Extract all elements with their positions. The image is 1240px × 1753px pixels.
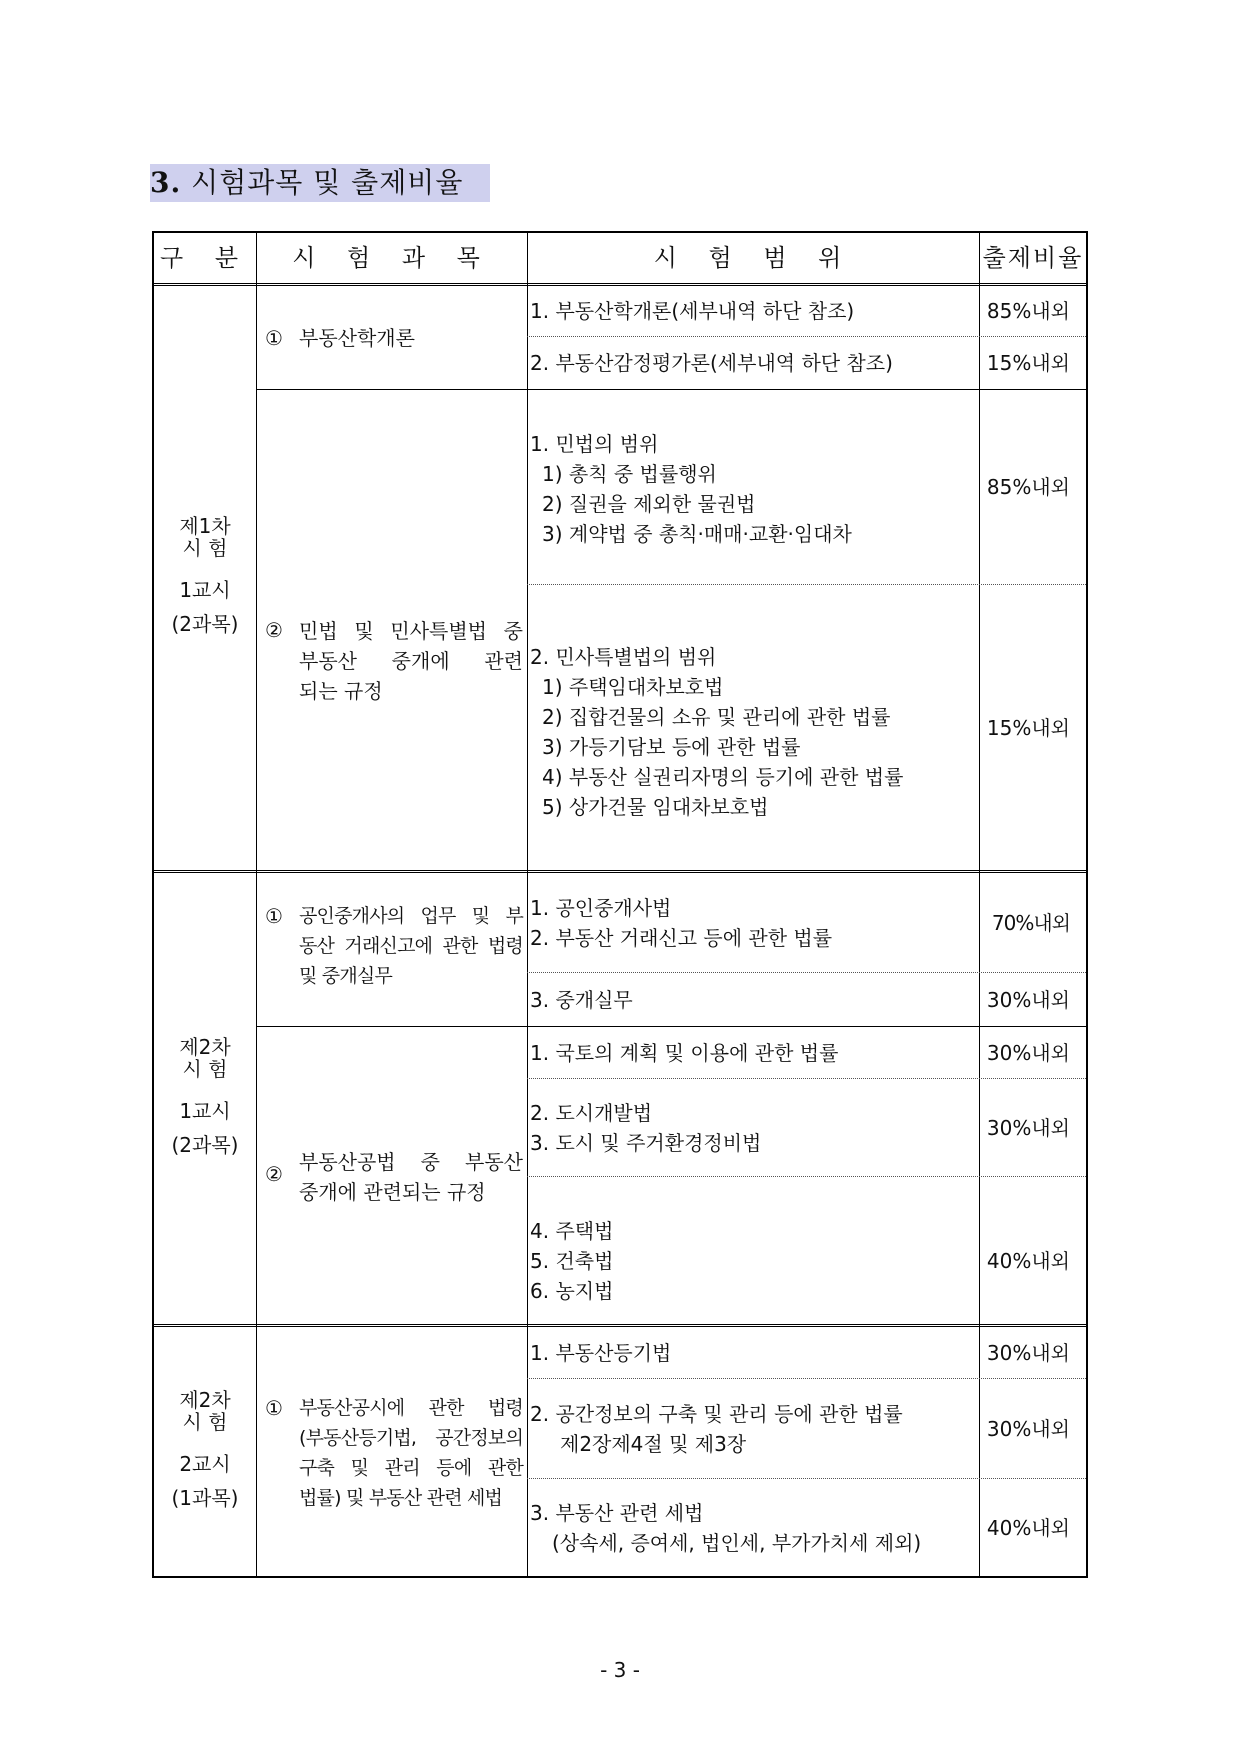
- subject-cell: ① 공인중개사의 업무 및 부 동산 거래신고에 관한 법령 및 중개실무: [257, 873, 527, 1026]
- header-subject: 시 험 과 목: [292, 244, 492, 272]
- subject-cell: ② 부동산공법 중 부동산 중개에 관련되는 규정: [265, 1150, 523, 1204]
- subject-mark: ②: [265, 618, 283, 642]
- gubun-label: 제2차 시 험: [179, 1034, 231, 1081]
- subject-cell: ② 민법 및 민사특별법 중 부동산 중개에 관련 되는 규정: [257, 390, 527, 870]
- ratio-cell: 40%내외: [986, 1248, 1070, 1273]
- ratio-cell: 15%내외: [986, 351, 1070, 375]
- ratio-cell: 15%내외: [986, 715, 1070, 740]
- range-cell: 1. 국토의 계획 및 이용에 관한 법률: [530, 1040, 839, 1065]
- range-cell: 2. 부동산감정평가론(세부내역 하단 참조): [530, 351, 893, 375]
- page-number: - 3 -: [600, 1658, 640, 1682]
- gubun-label: 제2차 시 험: [179, 1387, 231, 1434]
- range-cell: 3. 부동산 관련 세법 (상속세, 증여세, 법인세, 부가가치세 제외): [530, 1500, 922, 1555]
- ratio-cell: 85%내외: [986, 299, 1070, 323]
- col-divider: [527, 231, 528, 1578]
- ratio-cell: 30%내외: [986, 1340, 1070, 1365]
- header-range: 시 험 범 위: [653, 244, 854, 272]
- ratio-cell: 70%내외: [991, 910, 1070, 935]
- ratio-cell: 40%내외: [986, 1515, 1070, 1540]
- range-cell: 2. 도시개발법 3. 도시 및 주거환경정비법: [530, 1100, 762, 1155]
- subject-cell: ① 부동산학개론: [257, 286, 527, 389]
- range-cell: 1. 부동산학개론(세부내역 하단 참조): [530, 299, 855, 323]
- header-gubun: 구 분: [160, 244, 250, 272]
- subject-mark: ①: [265, 904, 283, 928]
- range-cell: 2. 민사특별법의 범위 1) 주택임대차보호법 2) 집합건물의 소유 및 관리에 관한 법률 3) 가등기담보 등에 관한 법률 4) 부동산 실권리자명의 등기에 관한 법률 5) 상가건물 임대차보호법: [530, 644, 904, 819]
- subject-cell: ① 부동산공시에 관한 법령 (부동산등기법, 공간정보의 구축 및 관리 등에 관한 법률) 및 부동산 관련 세법: [257, 1327, 527, 1576]
- gubun-cell: 제2차 시 험 2교시 (1과목): [171, 1387, 239, 1510]
- ratio-cell: 30%내외: [986, 1115, 1070, 1140]
- ratio-cell: 30%내외: [986, 1416, 1070, 1441]
- range-cell: 4. 주택법 5. 건축법 6. 농지법: [530, 1218, 614, 1303]
- ratio-cell: 85%내외: [986, 475, 1070, 499]
- gubun-cell: 제1차 시 험 1교시 (2과목): [171, 514, 239, 636]
- range-cell: 1. 공인중개사법 2. 부동산 거래신고 등에 관한 법률: [530, 895, 833, 950]
- range-cell: 1. 부동산등기법: [530, 1340, 672, 1365]
- gubun-label: 제1차 시 험: [179, 514, 231, 560]
- section-number: 3.: [150, 166, 182, 199]
- range-cell: 3. 중개실무: [530, 987, 633, 1012]
- subject-mark: ①: [265, 325, 283, 350]
- subject-mark: ①: [265, 1396, 283, 1420]
- subject-mark: ②: [265, 1162, 283, 1186]
- range-cell: 2. 공간정보의 구축 및 관리 등에 관한 법률 제2장제4절 및 제3장: [530, 1401, 903, 1456]
- range-cell: 1. 민법의 범위 1) 총칙 중 법률행위 2) 질권을 제외한 물권법 3) 계약법 중 총칙·매매·교환·임대차: [530, 432, 852, 546]
- header-ratio: 출제비율: [982, 244, 1084, 272]
- ratio-cell: 30%내외: [986, 987, 1070, 1012]
- section-title-text: 시험과목 및 출제비율: [191, 166, 464, 199]
- gubun-cell: 제2차 시 험 1교시 (2과목): [171, 1034, 239, 1157]
- section-title: [150, 164, 490, 202]
- ratio-cell: 30%내외: [986, 1040, 1070, 1065]
